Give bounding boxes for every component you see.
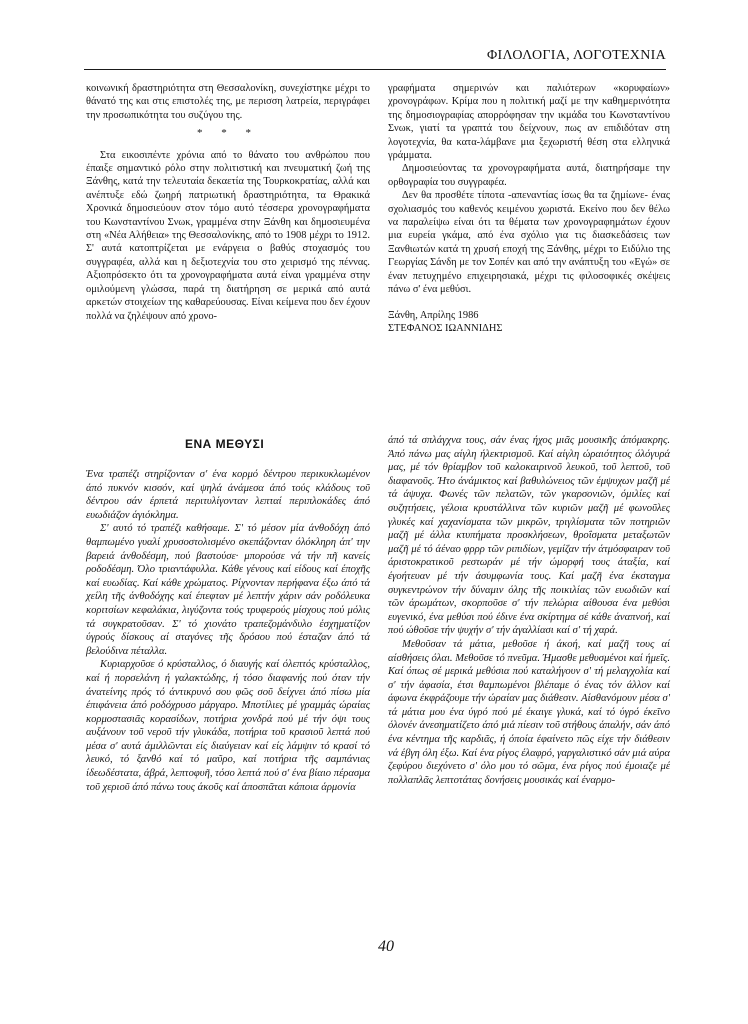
page-number: 40 [378,938,394,955]
intro-paragraph: κοινωνική δραστηριότητα στη Θεσσαλονίκη, συνεχίστηκε μέχρι το θάνατό της και στις επιστολές της, με περισση λατρεία, περιγράφει την προσωπικότητα του συζύγου της. [86,83,370,121]
article-paragraph: Ένα τραπέζι στηρίζονταν σ' ένα κορμό δέντρου περικυκλωμένον άπό πυκνόν κισσόν, καί ψηλά άνάμεσα άπό τούς κλάδους τοῦ δέντρου σάν έρπετά περιτυλίγονταν λεπταί περιπλοκάδες άπό ευωδιάζον άγιόκλημα. [86,469,370,521]
section-separator: * * * [197,127,259,140]
article-left-column [86,468,370,794]
intro-paragraph: Στα εικοσιπέντε χρόνια από το θάνατο του ανθρώπου που έπαιξε σημαντικό ρόλο στην πολιτιστική και πνευματική ζωή της Ξάνθης, κατά την τελευταία δεκαετία της Τουρκοκρατίας, αλλά και ανέπτυξε εδώ ζωηρή πατριωτική δραστηριότητα, τα Θρακικά Χρονικά δημοσιεύουν στον τόμο αυτό τέσσερα χρονογραφήματα του Κωνσταντίνου Σνωκ, γραμμένα στην Ξάνθη και δημοσιευμένα στη «Νέα Αλήθεια» της Θεσσαλονίκης, από το 1908 μέχρι το 1912. Σ' αυτά κατοπτρίζεται με ενάργεια ο βαθύς στοχασμός του συγγραφέα, αλλά και η δεξιοτεχνία του στο χειρισμό της πέννας. Αξιοπρόσεκτο ότι τα χρονογραφήματα αυτά είναι γραμμένα στην ομιλούμενη γλώσσα, παρά τη διατήρηση σε μερικά από αυτά αρκετών στοιχείων της καθαρεύουσας. Είναι κείμενα που δεν έχουν πολλά να ζηλέψουν από χρονο- [86,149,370,322]
intro-paragraph: γραφήματα σημερινών και παλιότερων «κορυφαίων» χρονογράφων. Κρίμα που η πολιτική μαζί με την καθημερινότητα της δημοσιογραφίας απορρόφησαν την ικμάδα του Κωνσταντίνου Σνωκ, γιατί τα γραπτά του δείχνουν, πως αν επιδιδόταν στη λογοτεχνία, θα κατα-λάμβανε μια ξεχωριστή θέση στα ελληνικά γράμματα. [388,83,670,162]
running-header [84,38,666,68]
intro-paragraph: Δεν θα προσθέτε τίποτα -απεναντίας ίσως θα τα ζημίωνε- ένας σχολιασμός του καθενός κειμένου χωριστά. Εκείνο που δεν θέλω να παραλείψω είναι ότι τα θέματα των χρονογραφημάτων έχουν μια ευρεία γκάμα, από ένα σχόλιο για τις διασκεδάσεις των Ξανθιωτών κατά τη χρυσή εποχή της Ξάνθης, μέχρι το Ειδύλιο της Γεωργίας Σάνδη με τον Σοπέν και από την ανάπτυξη του «Εγώ» σε έναν πετυχημένο επιχειρησιακά, μέχρι τις φιλοσοφικές σκέψεις πάνω σ' ένα μεθύσι. [388,190,670,296]
signature-name: ΣΤΕΦΑΝΟΣ ΙΩΑΝΝΙΔΗΣ [388,322,503,334]
article-title: ΕΝΑ ΜΕΘΥΣΙ [185,437,265,451]
article-right-column [388,434,670,787]
section-title: ΦΙΛΟΛΟΓΙΑ, ΛΟΓΟΤΕΧΝΙΑ [487,48,666,63]
article-paragraph: άπό τά σπλάγχνα τους, σάν ένας ήχος μιᾶς μουσικῆς άπόμακρης. Άπό πάνω μας αίγλη ήλεκτρισμοῦ. Καί αίγλη ώραιότητος όλόγυρά μας, μέ τόν θρίαμβον τοῦ καλοκαιρινοῦ λευκοῦ, τοῦ λεπτοῦ, τοῦ διαφανοῦς. Ήτο άνάμικτος καί βαθυλώνειος τῶν έμψυχων μαζῆ μέ τά άψυχα. Φωνές τῶν πελατῶν, τῶν γκαρσονιῶν, όμιλίες καί συζητήσεις, γέλοια κρυστάλλινα τῶν κυριῶν μαζῆ μέ φωνοῦλες γλυκές καί χαχανίσματα τῶν μικρῶν, τριγλίσματα τῶν ποτηριῶν μαζῆ μέ άλλα κτυπήματα προσκλήσεων, θροΐσματα μεταξωτῶν μαζῆ μέ τό άέναο φρρρ τῶν ριπιδίων, γεμίζαν τήν άτμόσφαιραν τοῦ άριστοκρατικοῦ ρεστωράν μέ τήν ώμορφή τους άταξία, καί έγοήτευαν μέ τήν άσυμφωνία τους. Καί μαζῆ ένα έκσταγμα συγκεντρώνον τήν δύναμιν όλης τῆς ποικιλίας τῶν ευωδιῶν καί τῶν άρωμάτων, σκορποῦσε σ' τήν πελώρια αίθουσα ένα μεθύσι ευγενικό, ένα μεθύσι πού έδινε ένα σκίρτημα σέ κάθε άναπνοή, καί πού ώθοῦσε τήν ψυχήν σ' τήν άγαλλίασι καί σ' τή χαρά. [388,435,670,637]
signature-block [388,309,670,336]
intro-left-column [86,82,370,323]
signature-place-date: Ξάνθη, Απρίλης 1986 [388,309,479,321]
header-rule [84,69,666,70]
article-paragraph: Κυριαρχοῦσε ό κρύσταλλος, ό διαυγής καί όλεπτός κρύσταλλος, καί ή πορσελάνη ή γαλακτώδης, ή τόσο διαφανής πού όταν τήν άνατείνης πρός τό άντικρυνό σου φῶς σοῦ δείχνει άπό πίσω μία έπιφάνεια άπό ροδόχρυσο μάργαρο. Μποτίλιες μέ γραμμάς ώραίας κορμοστασιᾶς κορασίδων, ποτήρια χονδρά πού μέ τήν όψι τους αυξάνουν τοῦ νεροῦ τήν γλυκάδα, ποτήρια τοῦ κρασιοῦ λεπτά πού μέσα σ' αυτά άμιλλῶνται είς διαύγειαν καί είς λάμψιν τό κρασί τό λευκό, τό ξανθό καί τό μαῦρο, καί ποτήρια τῆς σαμπάνιας ίδεωδέστατα, άβρά, λεπτοφυῆ, τόσο λεπτά πού σ' ένα βίαιο πέρασμα τοῦ χεριοῦ άπό πάνω τους άκοῦς καί άποσπᾶται κάποια άρμονία [86,659,370,793]
article-paragraph: Σ' αυτό τό τραπέζι καθήσαμε. Σ' τό μέσον μία άνθοδόχη άπό θαμπωμένο γυαλί χρυσοστολισμένο σκεπάζονταν όλόκληρη άπ' την βαρειά άνθοδέσμη, πού βαστούσε· μπορούσε νά τήν πῆ κανείς ροδοδέσμη. Όλο τριαντάφυλλα. Κάθε γένους καί είδους καί έποχῆς καί ευωδίας. Καί κάθε χρώματος. Ρίχνονταν περήφανα έξω άπό τά χείλη τῆς άνθοδόχης καί έπεφταν μέ λεπτήν χάριν σάν ροδόλευκα κοριτσίων κεφαλάκια, λιγύζοντα τούς τρυφερούς μίσχους πού μόλις τά συγκρατοῦσαν. Σ' τό χιονάτο τραπεζομάνδυλο έσχηματίζον ύγρούς δίσκους αί σταγόνες τῆς δρόσου πού έσταζαν άπό τά βελούδινα πέταλλα. [86,523,370,657]
intro-paragraph: Δημοσιεύοντας τα χρονογραφήματα αυτά, διατηρήσαμε την ορθογραφία του συγγραφέα. [388,163,670,188]
article-paragraph: Μεθοῦσαν τά μάτια, μεθοῦσε ή άκοή, καί μαζῆ τους αί αίσθήσεις όλαι. Μεθοῦσε τό πνεῦμα. Ήμασθε μεθυσμένοι καί ήμεῖς. Καί όπως σέ μερικά μεθύσια πού καταλήγουν σ' τή μελαγχολία καί σ' τήν άφασία, έτσι θαμπωμένοι βλέπαμε ό ένας τόν άλλον καί άφωνα έκφράζουμε τήν ώραίαν μας διάθεσιν. Αίσθανόμουν μέσα σ' τά μάτια μου ένα ύγρό πού μέ έκαιγε γλυκά, καί τό ύγρό έκεῖνο όλονέν άνεσηματίζετο άπό μιά πίεσιν τοῦ στήθους άπαλήν, σάν άπό ένα κέντημα τῆς καρδιᾶς, ή όποία έφαίνετο πῶς είχε τήν διάθεσιν νά έβγη όλη έξω. Καί ένα ρίγος έλαφρό, γαργαλιστικό σάν μιά αύρα ζεφύρου διεχύνετο σ' όλο μου τό σῶμα, ένα ρίγος πού έμοιαζε μέ πολλαπλᾶς λεπτοτάτας δονήσεις μουσικάς καί έναρμο- [388,638,670,786]
intro-right-column [388,82,670,335]
